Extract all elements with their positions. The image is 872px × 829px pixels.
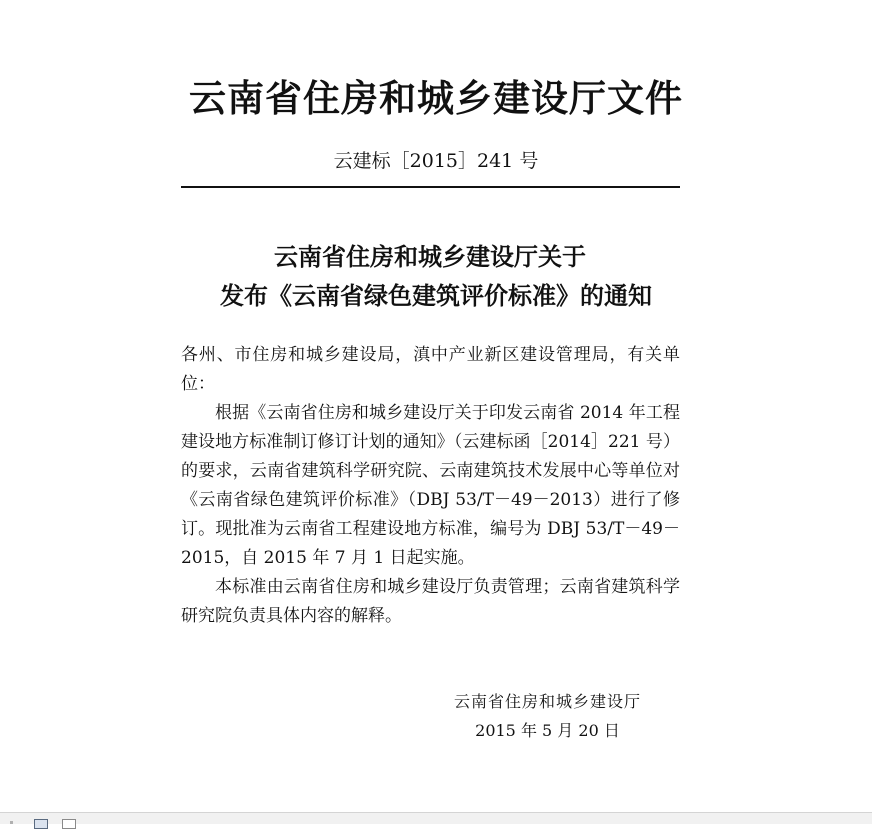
viewer-bottom-toolbar: [0, 812, 872, 824]
body-paragraph-2: 本标准由云南省住房和城乡建设厅负责管理；云南省建筑科学研究院负责具体内容的解释。: [181, 577, 680, 626]
issue-date: 2015 年 5 月 20 日: [475, 721, 620, 740]
two-page-view-button[interactable]: [62, 819, 76, 829]
document-header-title: 云南省住房和城乡建设厅文件: [189, 76, 683, 120]
notice-title-line-1: 云南省住房和城乡建设厅关于: [274, 242, 586, 271]
notice-body: [181, 341, 680, 631]
notice-title-line-2: 发布《云南省绿色建筑评价标准》的通知: [220, 281, 652, 310]
issuer-name: 云南省住房和城乡建设厅: [453, 692, 641, 711]
salutation: 各州、市住房和城乡建设局，滇中产业新区建设管理局，有关单位：: [181, 345, 680, 394]
document-number: 云建标［2015］241 号: [333, 150, 539, 172]
single-page-view-button[interactable]: [34, 819, 48, 829]
body-paragraph-1: 根据《云南省住房和城乡建设厅关于印发云南省 2014 年工程建设地方标准制订修订计划的通知》（云建标函［2014］221 号）的要求，云南省建筑科学研究院、云南建筑技术发展中心等单位对《云南省绿色建筑评价标准》（DBJ 53/T－49－2013）进行了修订。现批准为云南省工程建设地方标准，编号为 DBJ 53/T－49－2015，自 2015 年 7 月 1 日起实施。: [181, 403, 680, 568]
header-divider: [181, 186, 680, 188]
